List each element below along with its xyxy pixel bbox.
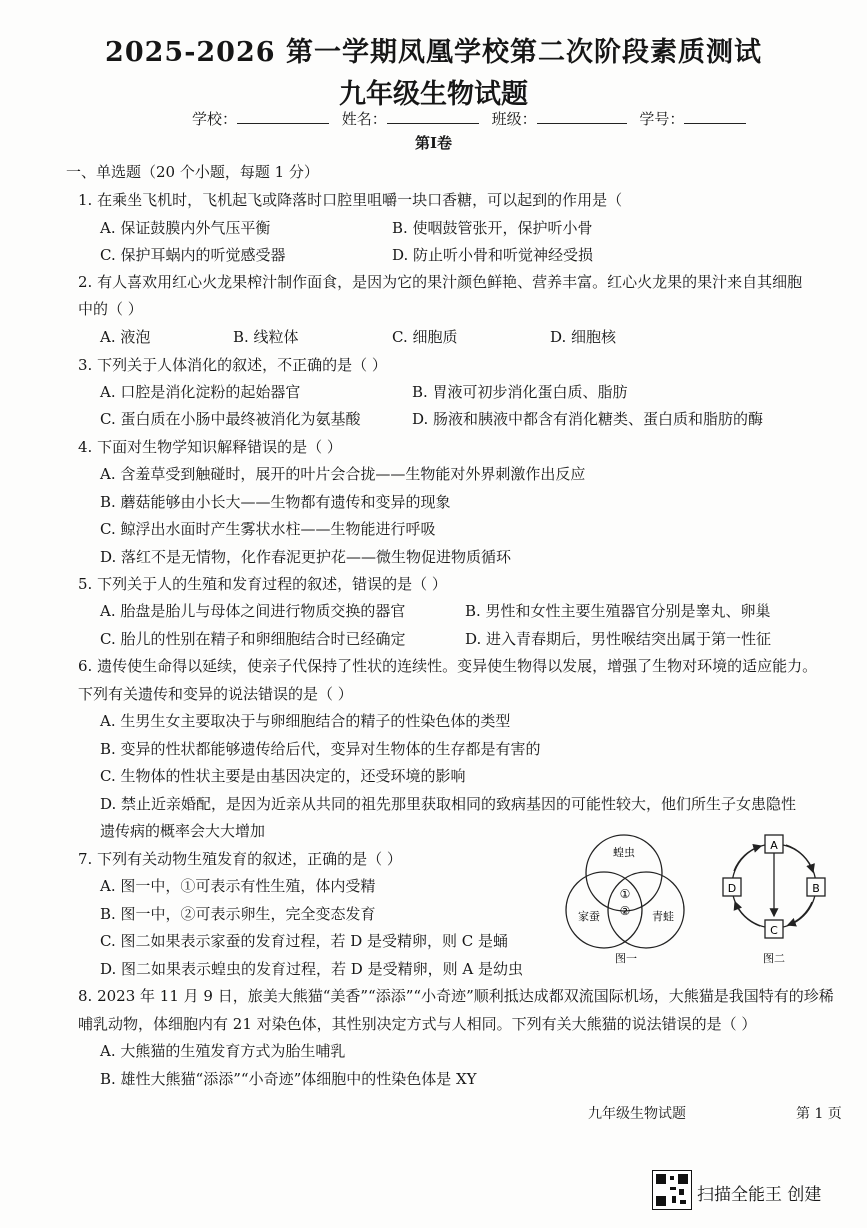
q7-option-b: B. 图一中，②可表示卵生，完全变态发育: [100, 905, 376, 923]
cycle-label-d: D: [727, 882, 737, 895]
exam-subtitle: 九年级生物试题: [339, 79, 528, 110]
cycle-label-c: C: [770, 924, 778, 937]
q2-stem-line1: 2. 有人喜欢用红心火龙果榨汁制作面食，是因为它的果汁颜色鲜艳、营养丰富。红心火龙果的果汁来自其细胞: [78, 273, 803, 291]
q4-option-c: C. 鲸浮出水面时产生雾状水柱——生物能进行呼吸: [100, 520, 436, 538]
cycle-label-b: B: [812, 882, 820, 895]
school-label: 学校：: [192, 110, 238, 128]
exam-title: 2025-2026 第一学期凤凰学校第二次阶段素质测试: [105, 37, 762, 68]
q2-option-c: C. 细胞质: [392, 328, 458, 346]
cycle-arrow-a-b: [786, 845, 813, 872]
figure-2-cycle-diagram: [718, 828, 836, 968]
q6-stem-line2: 下列有关遗传和变异的说法错误的是（ ）: [78, 685, 353, 703]
q5-option-b: B. 男性和女性主要生殖器官分别是睾丸、卵巢: [465, 602, 771, 620]
q8-option-a: A. 大熊猫的生殖发育方式为胎生哺乳: [100, 1042, 346, 1060]
q6-option-c: C. 生物体的性状主要是由基因决定的，还受环境的影响: [100, 767, 466, 785]
q1-stem: 1. 在乘坐飞机时，飞机起飞或降落时口腔里咀嚼一块口香糖，可以起到的作用是（: [78, 191, 623, 209]
name-label: 姓名：: [341, 110, 387, 128]
figure-1-caption: 图一: [615, 952, 637, 965]
class-blank[interactable]: [537, 109, 627, 124]
q4-option-a: A. 含羞草受到触碰时，展开的叶片会合拢——生物能对外界刺激作出反应: [100, 465, 586, 483]
venn-mark-2: ②: [619, 904, 631, 918]
number-label: 学号：: [639, 110, 685, 128]
venn-label-top: 蝗虫: [613, 846, 635, 859]
venn-mark-1: ①: [619, 887, 631, 901]
q2-option-a: A. 液泡: [100, 328, 151, 346]
q1-option-b: B. 使咽鼓管张开，保护听小骨: [392, 219, 593, 237]
figure-2-caption: 图二: [763, 952, 785, 965]
scanner-watermark: 扫描全能王 创建: [697, 1185, 822, 1205]
q6-option-d-line2: 遗传病的概率会大大增加: [100, 822, 266, 840]
q2-option-d: D. 细胞核: [550, 328, 617, 346]
class-label: 班级：: [491, 110, 537, 128]
q3-option-b: B. 胃液可初步消化蛋白质、脂肪: [412, 383, 628, 401]
q5-option-a: A. 胎盘是胎儿与母体之间进行物质交换的器官: [100, 602, 406, 620]
q1-option-c: C. 保护耳蜗内的听觉感受器: [100, 246, 286, 264]
q1-option-d: D. 防止听小骨和听觉神经受损: [392, 246, 594, 264]
cycle-arrow-d-a: [734, 846, 761, 871]
q8-option-b: B. 雄性大熊猫“添添”“小奇迹”体细胞中的性染色体是 XY: [100, 1070, 477, 1088]
q8-stem-line1: 8. 2023 年 11 月 9 日，旅美大熊猫“美香”“添添”“小奇迹”顺利抵达成都双流国际机场，大熊猫是我国特有的珍稀: [78, 987, 834, 1005]
q2-stem-line2: 中的（ ）: [78, 300, 143, 318]
q3-option-d: D. 肠液和胰液中都含有消化糖类、蛋白质和脂肪的酶: [412, 410, 764, 428]
q6-option-b: B. 变异的性状都能够遗传给后代，变异对生物体的生存都是有害的: [100, 740, 541, 758]
q7-stem: 7. 下列有关动物生殖发育的叙述，正确的是（ ）: [78, 850, 402, 868]
q7-option-d: D. 图二如果表示蝗虫的发育过程，若 D 是受精卵，则 A 是幼虫: [100, 960, 523, 978]
q1-option-a: A. 保证鼓膜内外气压平衡: [100, 219, 271, 237]
q5-stem: 5. 下列关于人的生殖和发育过程的叙述，错误的是（ ）: [78, 575, 447, 593]
q5-option-d: D. 进入青春期后，男性喉结突出属于第一性征: [465, 630, 772, 648]
q3-stem: 3. 下列关于人体消化的叙述，不正确的是（ ）: [78, 356, 387, 374]
school-blank[interactable]: [237, 109, 329, 124]
q6-option-d-line1: D. 禁止近亲婚配，是因为近亲从共同的祖先那里获取相同的致病基因的可能性较大，他们所生子女患隐性: [100, 795, 797, 813]
q4-option-d: D. 落红不是无情物，化作春泥更护花——微生物促进物质循环: [100, 548, 512, 566]
q7-option-c: C. 图二如果表示家蚕的发育过程，若 D 是受精卵，则 C 是蛹: [100, 932, 509, 950]
cycle-arrow-b-c: [788, 902, 812, 925]
q3-option-c: C. 蛋白质在小肠中最终被消化为氨基酸: [100, 410, 361, 428]
q4-stem: 4. 下面对生物学知识解释错误的是（ ）: [78, 438, 342, 456]
q6-stem-line1: 6. 遗传使生命得以延续，使亲子代保持了性状的连续性。变异使生物得以发展，增强了生物对环境的适应能力。: [78, 657, 818, 675]
footer-page-number: 第 1 页: [796, 1106, 842, 1122]
q3-option-a: A. 口腔是消化淀粉的起始器官: [100, 383, 301, 401]
number-blank[interactable]: [684, 109, 746, 124]
section-heading: 一、单选题（20 个小题，每题 1 分）: [66, 163, 319, 181]
q7-option-a: A. 图一中，①可表示有性生殖，体内受精: [100, 877, 376, 895]
student-info-line: [192, 108, 754, 129]
venn-label-right: 青蛙: [652, 910, 674, 923]
q4-option-b: B. 蘑菇能够由小长大——生物都有遗传和变异的现象: [100, 493, 451, 511]
q5-option-c: C. 胎儿的性别在精子和卵细胞结合时已经确定: [100, 630, 406, 648]
cycle-label-a: A: [770, 839, 778, 852]
q8-stem-line2: 哺乳动物，体细胞内有 21 对染色体，其性别决定方式与人相同。下列有关大熊猫的说法错误的是（ ）: [78, 1015, 757, 1033]
cycle-arrow-c-d: [735, 902, 760, 926]
qr-code-icon: [652, 1170, 692, 1210]
venn-label-left: 家蚕: [578, 910, 600, 923]
q2-option-b: B. 线粒体: [233, 328, 299, 346]
figure-1-venn-diagram: [562, 828, 694, 968]
q6-option-a: A. 生男生女主要取决于与卵细胞结合的精子的性染色体的类型: [100, 712, 511, 730]
volume-heading: 第Ⅰ卷: [414, 134, 453, 152]
name-blank[interactable]: [387, 109, 479, 124]
footer-subject: 九年级生物试题: [588, 1106, 686, 1122]
